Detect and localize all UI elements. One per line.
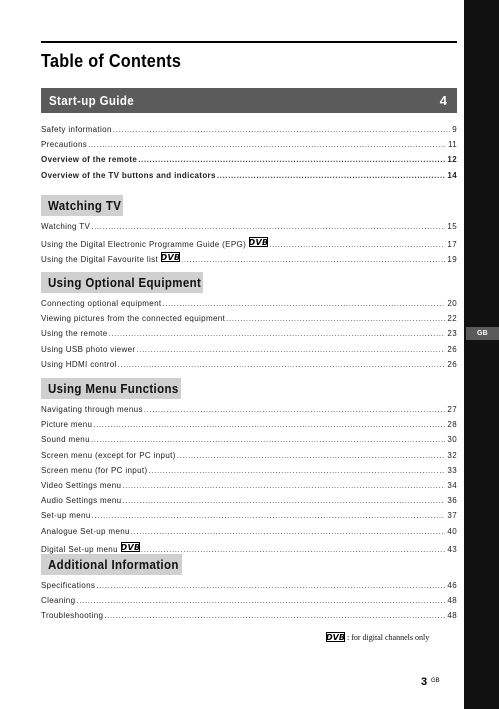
toc-entry-page: 17 [447,240,457,250]
toc-entry[interactable] [41,329,457,344]
toc-entry-label: Using the Digital Favourite list [41,255,159,265]
toc-entry-page: 48 [447,611,457,621]
toc-entry-page: 40 [447,526,457,536]
toc-entry[interactable] [41,125,457,140]
language-tab: GB [466,327,499,340]
section-banner [41,378,181,399]
toc-entry[interactable] [41,345,457,360]
toc-entry-label: Viewing pictures from the connected equipment [41,314,226,324]
toc-entry-label: Digital Set-up menu [41,544,118,554]
toc-entry-label: Using the Digital Electronic Programme Guide (EPG) [41,240,247,250]
dot-leader [122,481,445,490]
dvb-logo-icon [161,252,180,262]
toc-entry-page: 20 [447,299,457,308]
dot-leader [109,329,446,338]
toc-entry-page: 19 [447,255,457,265]
toc-entry-page: 14 [447,170,457,180]
section-title: Using Optional Equipment [48,275,202,290]
toc-entry-label: Screen menu (except for PC input) [41,450,176,460]
section-title: Start-up Guide [49,93,135,108]
toc-entry[interactable] [41,435,457,450]
toc-entry-page: 26 [447,359,457,369]
svg-text:DVB: DVB [161,253,181,263]
toc-entry[interactable] [41,511,457,526]
dot-leader [144,405,446,414]
toc-entry[interactable] [41,596,457,611]
toc-entry-page: 32 [447,450,457,460]
toc-entry[interactable] [41,299,457,314]
footnote [326,632,429,642]
toc-entry-label: Screen menu (for PC input) [41,465,148,475]
toc-entry-page: 48 [447,596,457,606]
dot-leader [136,345,445,354]
toc-entry-page: 9 [452,125,457,134]
dvb-logo-icon [121,542,140,552]
toc-entry-label: Picture menu [41,420,93,430]
section-title: Using Menu Functions [48,381,179,396]
toc-entry-label: Safety information [41,125,112,134]
toc-entry[interactable] [41,314,457,329]
dot-leader [88,140,446,149]
toc-entry-label: Set-up menu [41,511,91,521]
toc-entry-page: 26 [447,344,457,354]
toc-entry-page: 27 [447,405,457,414]
toc-entry[interactable] [41,237,457,252]
dot-leader [92,511,446,520]
toc-entry[interactable] [41,140,457,155]
section-banner [41,88,457,113]
section-using-menu-functions [41,378,457,557]
dvb-logo-icon [326,632,345,642]
toc-entry-page: 34 [447,480,457,490]
toc-entry-label: Cleaning [41,596,76,606]
toc-entry[interactable] [41,481,457,496]
toc-entry[interactable] [41,527,457,542]
dot-leader [93,420,445,429]
section-start-up-guide [41,88,457,186]
toc-entry-page: 46 [447,581,457,590]
page-suffix: GB [431,678,440,684]
dot-leader [138,155,445,164]
toc-entry[interactable] [41,420,457,435]
toc-entry-page: 33 [447,465,457,475]
toc-entry-page: 22 [447,314,457,324]
toc-entry-label: Using the remote [41,329,108,339]
dot-leader [131,527,446,536]
svg-text:DVB: DVB [120,542,140,552]
dot-leader [217,171,446,180]
dot-leader [104,611,445,620]
toc-list [41,581,457,627]
dot-leader [113,125,450,134]
toc-entry-page: 28 [447,420,457,430]
toc-list [41,405,457,557]
section-page-number: 4 [439,93,447,108]
dvb-logo-icon [249,237,268,247]
toc-entry-label: Using HDMI control [41,359,117,369]
dot-leader [141,545,445,554]
toc-entry[interactable] [41,360,457,375]
toc-list [41,125,457,186]
title-rule [41,41,457,43]
toc-entry-label: Using USB photo viewer [41,344,136,354]
dot-leader [91,222,445,231]
section-using-optional-equipment [41,272,457,375]
dot-leader [91,435,446,444]
svg-text:DVB: DVB [249,238,269,248]
toc-entry[interactable] [41,451,457,466]
toc-entry-label: Navigating through menus [41,405,143,414]
dot-leader [181,255,445,264]
toc-list [41,299,457,375]
dot-leader [148,466,445,475]
toc-entry[interactable] [41,466,457,481]
svg-text:DVB: DVB [326,633,345,642]
toc-entry[interactable] [41,171,457,186]
dot-leader [76,596,445,605]
section-banner [41,195,123,216]
toc-entry-label: Specifications [41,581,96,590]
toc-entry-label: Video Settings menu [41,480,122,490]
toc-entry-label: Overview of the remote [41,155,138,165]
section-additional-information [41,554,457,627]
toc-list [41,222,457,268]
toc-entry-label: Overview of the TV buttons and indicators [41,170,216,180]
toc-entry-label: Sound menu [41,435,90,445]
page-number: 3 [421,676,428,688]
page-title: Table of Contents [41,51,182,71]
toc-entry[interactable] [41,496,457,511]
dot-leader [162,299,445,308]
dot-leader [226,314,445,323]
section-watching-tv [41,195,457,268]
section-title: Additional Information [48,557,179,572]
toc-entry-page: 15 [447,222,457,231]
toc-entry[interactable] [41,405,457,420]
section-title: Watching TV [48,198,122,213]
toc-entry-label: Analogue Set-up menu [41,526,130,536]
toc-entry-page: 30 [447,435,457,445]
dot-leader [269,240,445,249]
toc-entry-label: Precautions [41,140,88,150]
toc-entry-label: Watching TV [41,222,91,231]
toc-entry-label: Audio Settings menu [41,496,122,506]
toc-entry[interactable] [41,581,457,596]
section-banner [41,554,182,575]
section-banner [41,272,203,293]
toc-entry-page: 23 [447,329,457,339]
footnote-text: : for digital channels only [347,632,430,642]
toc-entry[interactable] [41,155,457,170]
dot-leader [122,496,445,505]
toc-entry[interactable] [41,222,457,237]
toc-entry-page: 36 [447,496,457,506]
side-thumb-tab [464,0,499,709]
toc-entry-label: Troubleshooting [41,611,104,621]
toc-entry[interactable] [41,252,457,267]
toc-entry-label: Connecting optional equipment [41,299,162,308]
dot-leader [177,451,446,460]
dot-leader [96,581,445,590]
dot-leader [118,360,446,369]
toc-entry[interactable] [41,611,457,626]
toc-entry-page: 12 [447,155,457,165]
toc-entry-page: 11 [447,140,457,150]
toc-entry-page: 37 [447,511,457,521]
toc-entry-page: 43 [447,544,457,554]
